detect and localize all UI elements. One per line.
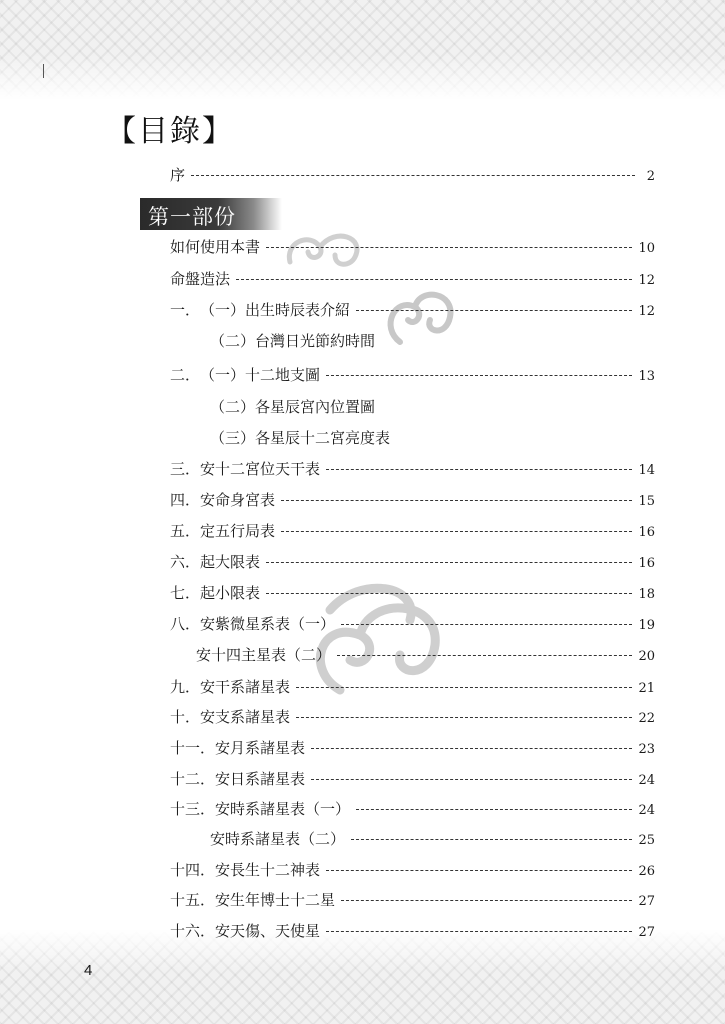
toc-row <box>170 798 655 820</box>
dot-leader <box>326 931 632 932</box>
toc-number: 十四． <box>170 861 216 879</box>
toc-label: 命盤造法 <box>170 270 231 288</box>
dot-leader <box>191 175 635 176</box>
toc-row <box>210 427 655 449</box>
toc-label: 起大限表 <box>200 553 261 571</box>
toc-label: 安長生十二神表 <box>215 861 321 879</box>
toc-number: 三． <box>170 460 201 478</box>
toc-row <box>210 396 655 418</box>
toc-label: 安月系諸星表 <box>215 739 306 757</box>
toc-number: 五． <box>170 522 201 540</box>
toc-row <box>170 236 655 258</box>
toc-label: 安支系諸星表 <box>200 708 291 726</box>
toc-page: 2 <box>646 169 655 184</box>
section-header <box>140 198 282 230</box>
dot-leader <box>311 779 632 780</box>
toc-row <box>170 364 655 386</box>
dot-leader <box>356 310 632 311</box>
dot-leader <box>351 839 632 840</box>
toc-page: 15 <box>638 494 655 509</box>
toc-number: 十五． <box>170 891 216 909</box>
toc-row <box>170 268 655 290</box>
dot-leader <box>281 531 632 532</box>
page-title: 【目錄】 <box>106 114 234 149</box>
dot-leader <box>337 655 632 656</box>
page-number: 4 <box>84 962 93 979</box>
toc-label: 安命身宮表 <box>200 491 276 509</box>
toc-number: 九． <box>170 678 201 696</box>
toc-row <box>170 920 655 942</box>
toc-row <box>170 551 655 573</box>
toc-page: 22 <box>638 711 655 726</box>
toc-number: 十二． <box>170 770 216 788</box>
toc-label: 安干系諸星表 <box>200 678 291 696</box>
toc-number: 十． <box>170 708 201 726</box>
toc-page: 16 <box>638 556 655 571</box>
toc-page: 14 <box>638 463 655 478</box>
section-header-label: 第一部份 <box>148 205 236 229</box>
toc-label: 如何使用本書 <box>170 238 261 256</box>
toc-label: 安生年博士十二星 <box>215 891 336 909</box>
toc-row <box>170 889 655 911</box>
toc-page: 18 <box>638 587 655 602</box>
dot-leader <box>326 870 632 871</box>
toc-number: 十三． <box>170 800 216 818</box>
toc-page: 12 <box>638 304 655 319</box>
toc-label: 安十四主星表（二） <box>196 646 332 664</box>
dot-leader <box>281 500 632 501</box>
toc-number: 二． <box>170 366 201 384</box>
dot-leader <box>356 809 632 810</box>
toc-row <box>170 768 655 790</box>
dot-leader <box>266 247 632 248</box>
dot-leader <box>326 469 632 470</box>
toc-label: （一）十二地支圖 <box>200 366 321 384</box>
toc-row <box>170 520 655 542</box>
dot-leader <box>341 900 632 901</box>
toc-number: 四． <box>170 491 201 509</box>
dot-leader <box>296 717 632 718</box>
toc-label: 安十二宮位天干表 <box>200 460 321 478</box>
toc-label: （二）台灣日光節約時間 <box>210 332 376 350</box>
toc-number: 八． <box>170 615 201 633</box>
dot-leader <box>266 562 632 563</box>
toc-row <box>170 706 655 728</box>
toc-number: 七． <box>170 584 201 602</box>
toc-label: 安時系諸星表（二） <box>210 830 346 848</box>
toc-page: 21 <box>638 681 655 696</box>
toc-page: 10 <box>638 241 655 256</box>
toc-label: 安天傷、天使星 <box>215 922 321 940</box>
toc-row <box>170 299 655 321</box>
toc-row <box>170 613 655 635</box>
toc-row <box>196 644 655 666</box>
toc-page: 16 <box>638 525 655 540</box>
toc-number: 十一． <box>170 739 216 757</box>
dot-leader <box>266 593 632 594</box>
dot-leader <box>236 279 632 280</box>
toc-number: 六． <box>170 553 201 571</box>
toc-page: 20 <box>638 649 655 664</box>
bottom-pattern-band <box>0 929 725 1024</box>
toc-page: 24 <box>638 773 655 788</box>
toc-page: 27 <box>638 894 655 909</box>
toc-row-preface <box>170 164 655 186</box>
dot-leader <box>311 748 632 749</box>
toc-label: 安時系諸星表（一） <box>215 800 351 818</box>
toc-label: （一）出生時辰表介紹 <box>200 301 351 319</box>
toc-page: 27 <box>638 925 655 940</box>
toc-row <box>170 676 655 698</box>
dot-leader <box>341 624 632 625</box>
toc-row <box>170 458 655 480</box>
toc-page: 25 <box>638 833 655 848</box>
top-pattern-band <box>0 0 725 100</box>
toc-page: 12 <box>638 273 655 288</box>
toc-row <box>210 828 655 850</box>
toc-page: 19 <box>638 618 655 633</box>
toc-label: 起小限表 <box>200 584 261 602</box>
toc-number: 一． <box>170 301 201 319</box>
toc-label: 定五行局表 <box>200 522 276 540</box>
toc-row <box>170 489 655 511</box>
toc-label: （三）各星辰十二宮亮度表 <box>210 429 391 447</box>
toc-row <box>170 582 655 604</box>
toc-page: 24 <box>638 803 655 818</box>
toc-row <box>210 330 655 352</box>
edge-mark <box>43 64 44 78</box>
dot-leader <box>296 687 632 688</box>
toc-page: 23 <box>638 742 655 757</box>
toc-row <box>170 859 655 881</box>
toc-label: 安紫微星系表（一） <box>200 615 336 633</box>
toc-label: 安日系諸星表 <box>215 770 306 788</box>
dot-leader <box>326 375 632 376</box>
toc-label: （二）各星辰宮內位置圖 <box>210 398 376 416</box>
toc-row <box>170 737 655 759</box>
toc-number: 十六． <box>170 922 216 940</box>
toc-page: 26 <box>638 864 655 879</box>
toc-page: 13 <box>638 369 655 384</box>
toc-label: 序 <box>170 166 186 184</box>
